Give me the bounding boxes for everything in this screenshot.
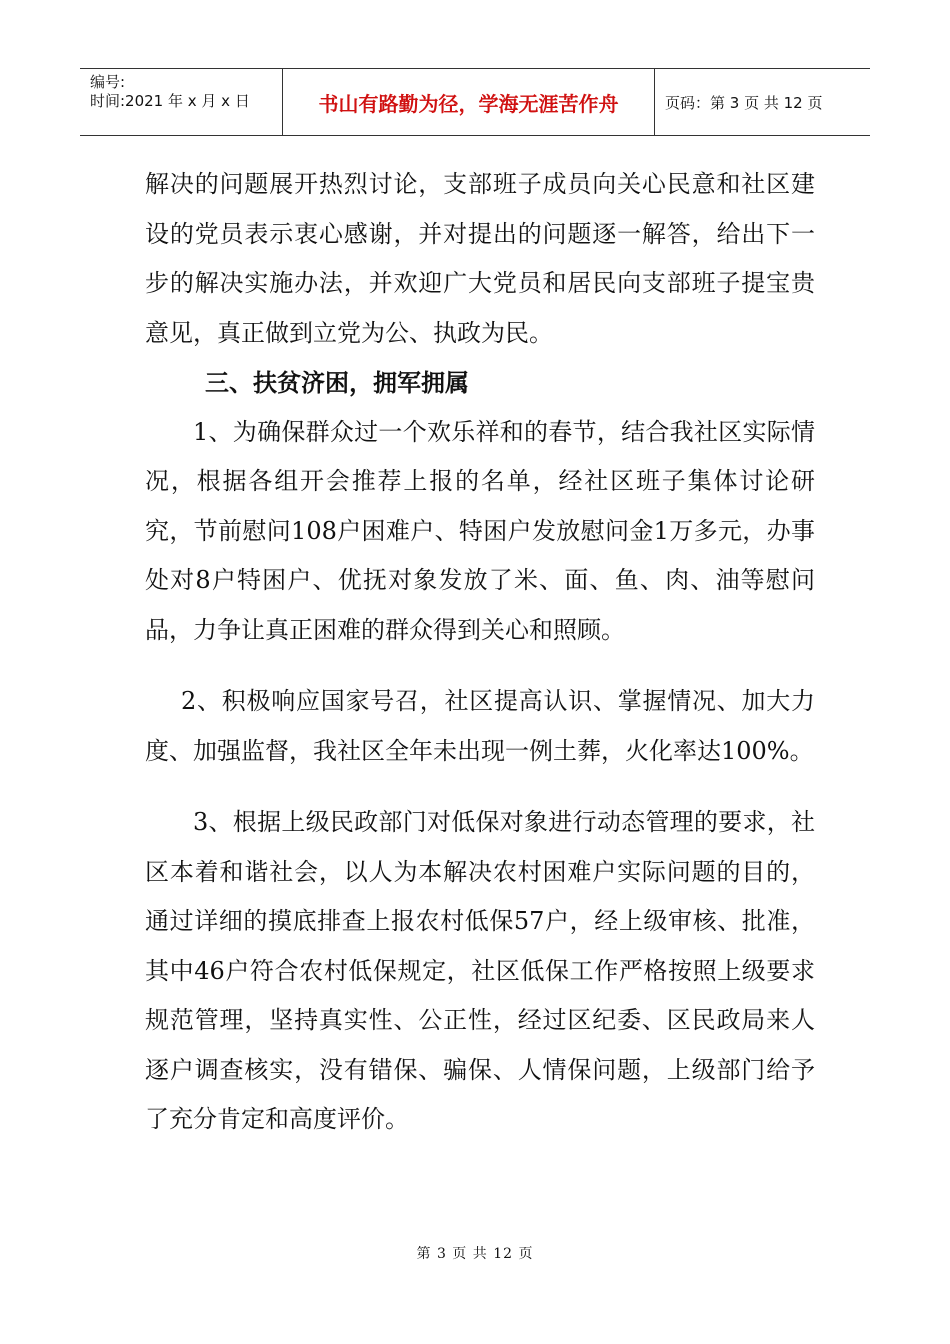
- list-item-3: 3、根据上级民政部门对低保对象进行动态管理的要求，社区本着和谐社会，以人为本解决农村困难户实际问题的目的，通过详细的摸底排查上报农村低保57户，经上级审核、批准，其中46户符合农村低保规定，社区低保工作严格按照上级要求规范管理，坚持真实性、公正性，经过区纪委、区民政局来人逐户调查核实，没有错保、骗保、人情保问题，上级部门给予了充分肯定和高度评价。: [145, 808, 815, 1133]
- page-footer: 第 3 页 共 12 页: [416, 1246, 534, 1262]
- list-item-2: 2、积极响应国家号召，社区提高认识、掌握情况、加大力度、加强监督，我社区全年未出现一例土葬，火化率达100%。: [145, 687, 815, 765]
- header-page-number: 页码：第 3 页 共 12 页: [665, 93, 823, 112]
- header-meta: [80, 69, 283, 135]
- serial-number-label: 编号:: [90, 73, 126, 91]
- list-item-1: 1、为确保群众过一个欢乐祥和的春节，结合我社区实际情况，根据各组开会推荐上报的名单，经社区班子集体讨论研究，节前慰问108户困难户、特困户发放慰问金1万多元，办事处对8户特困户、优抚对象发放了米、面、鱼、肉、油等慰问品，力争让真正困难的群众得到关心和照顾。: [145, 417, 815, 644]
- section-heading: 三、扶贫济困，拥军拥属: [205, 368, 469, 397]
- document-header: [80, 68, 870, 136]
- paragraph-continued: 解决的问题展开热烈讨论，支部班子成员向关心民意和社区建设的党员表示衷心感谢，并对提出的问题逐一解答，给出下一步的解决实施办法，并欢迎广大党员和居民向支部班子提宝贵意见，真正做到立党为公、执政为民。: [145, 170, 815, 347]
- header-motto: 书山有路勤为径，学海无涯苦作舟: [283, 69, 655, 135]
- document-body: [145, 160, 815, 1145]
- date-label: 时间:2021 年 x 月 x 日: [90, 92, 250, 110]
